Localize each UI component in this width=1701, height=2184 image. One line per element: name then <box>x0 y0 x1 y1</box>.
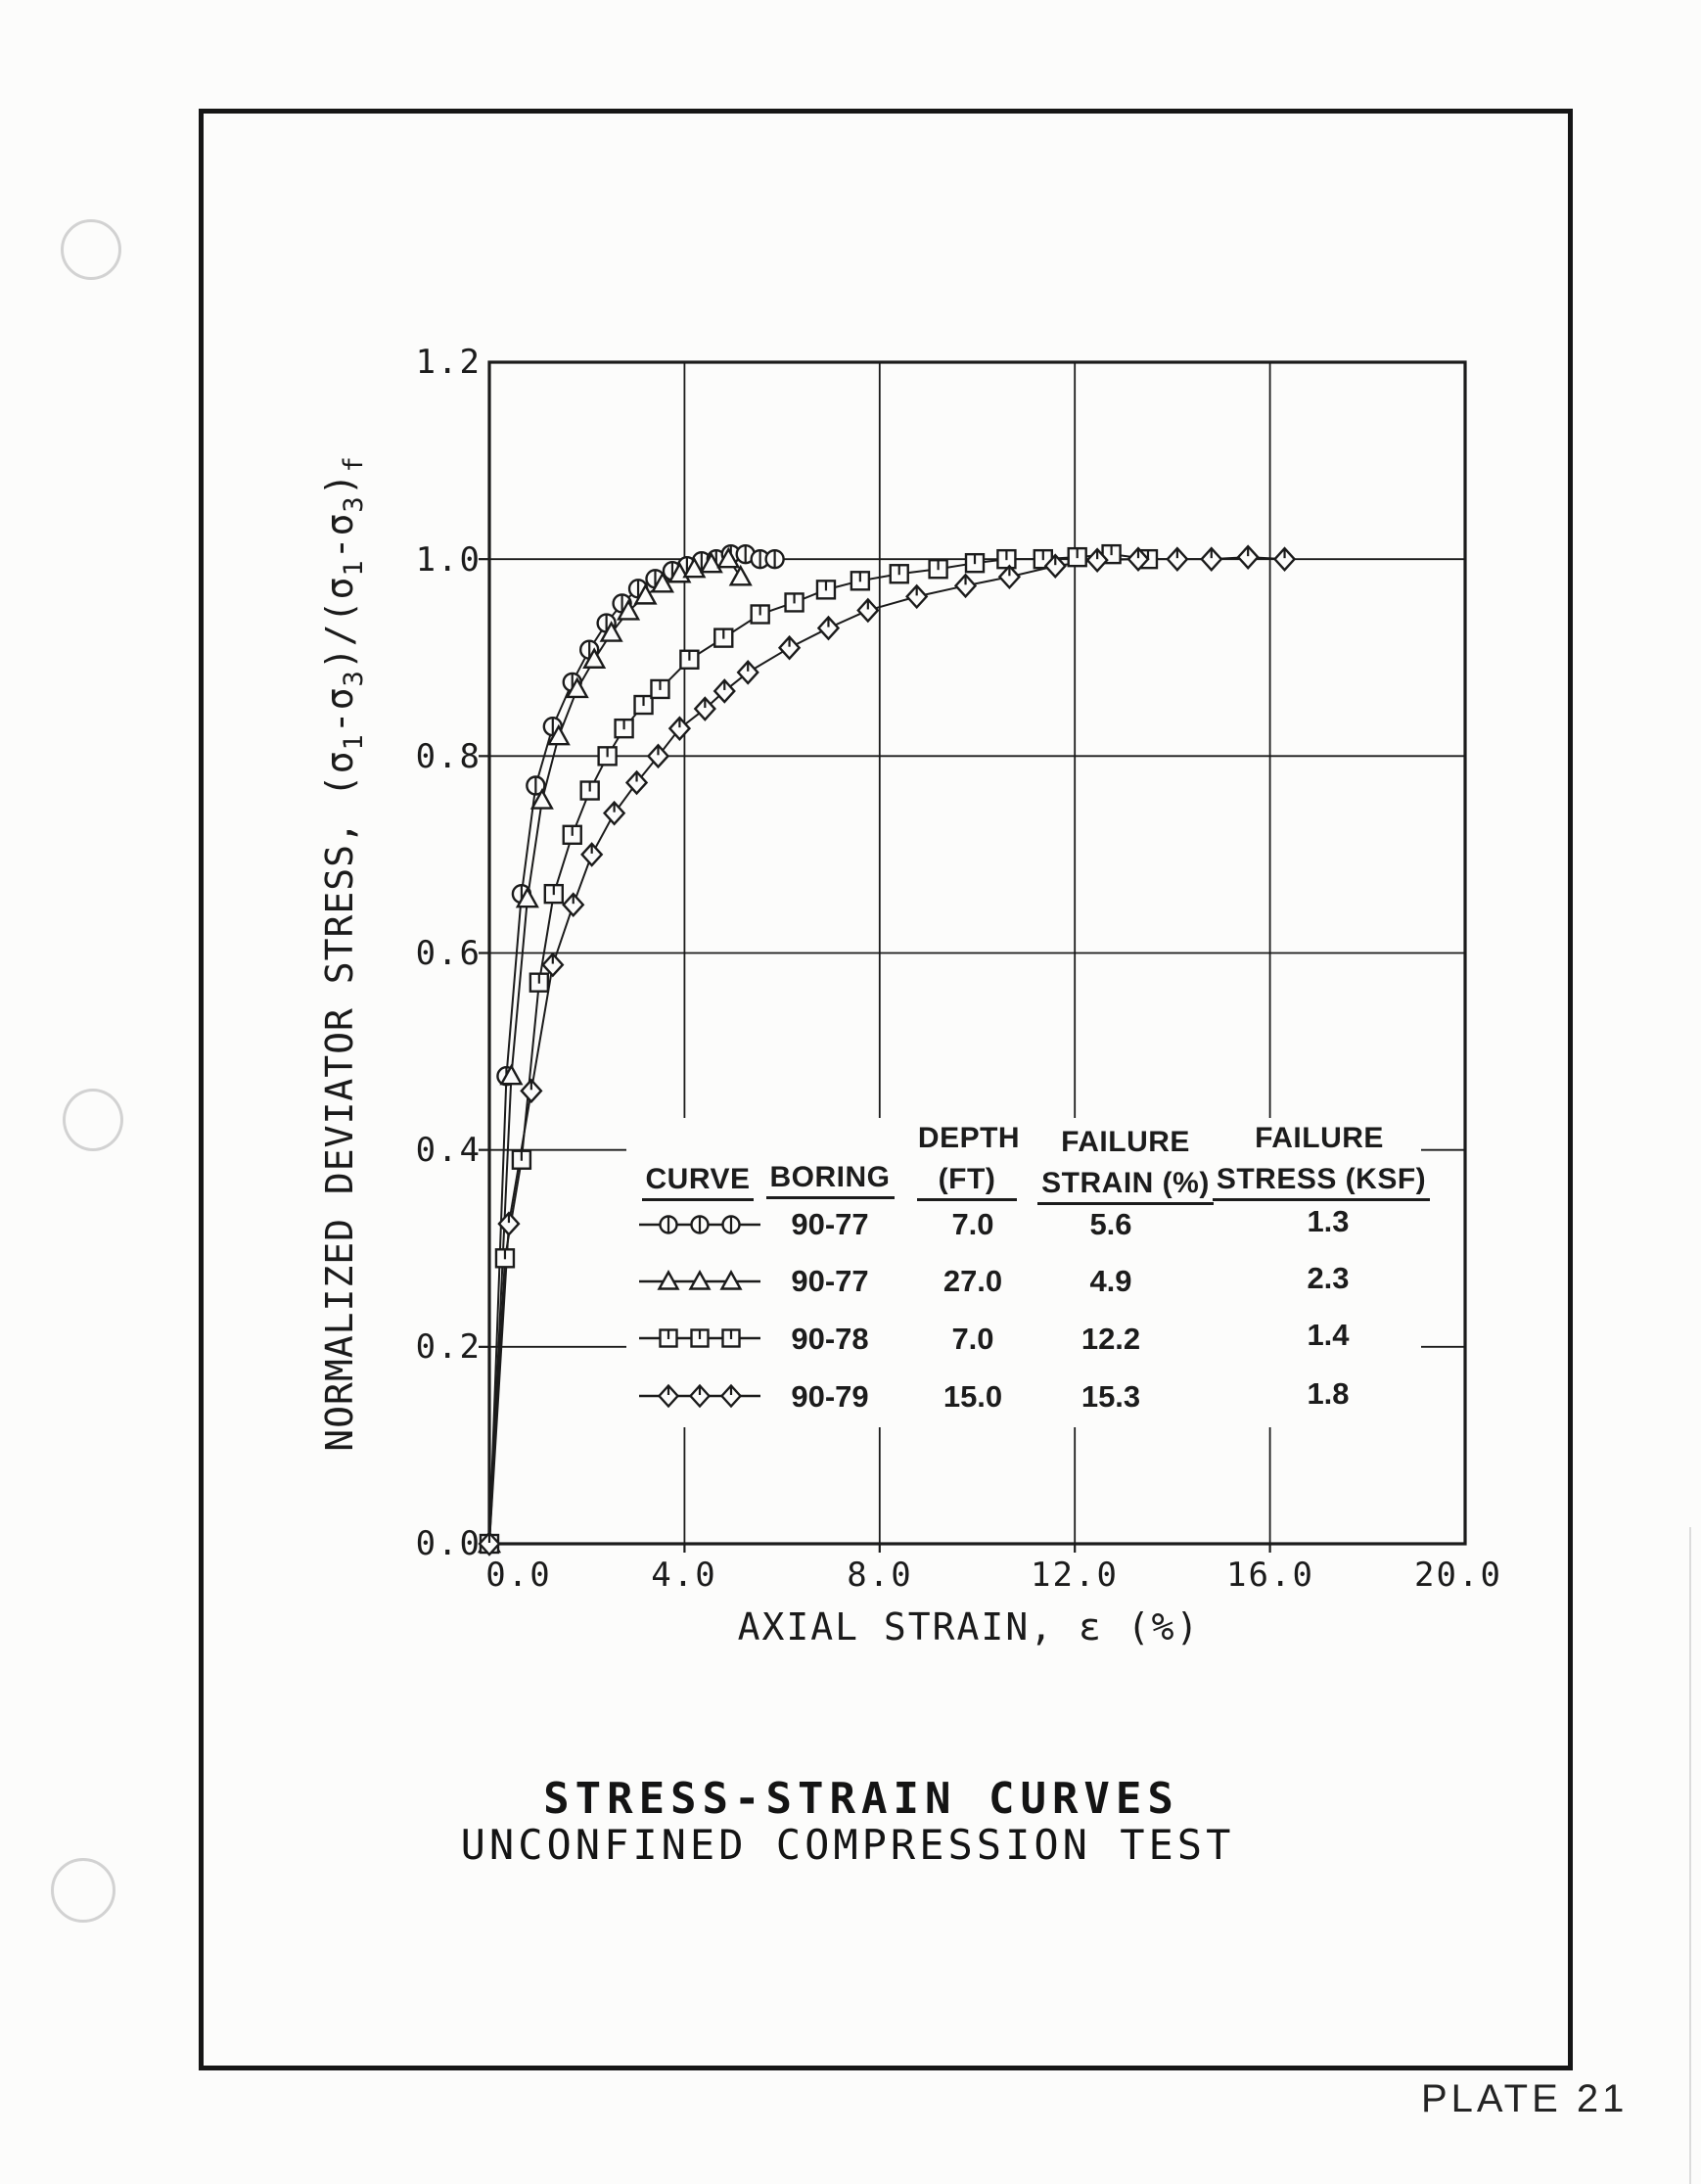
legend-row1-stress: 1.3 <box>1307 1204 1350 1238</box>
legend-header-depth-line1: DEPTH <box>917 1122 1021 1154</box>
legend-header-depth-line2: (FT) <box>850 1163 1084 1196</box>
y-tick-0.4: 0.4 <box>415 1131 482 1170</box>
legend-header-stress-line2: STRESS (KSF) <box>1204 1163 1439 1196</box>
legend-row2-stress: 2.3 <box>1307 1261 1350 1295</box>
legend-symbol-diamond <box>636 1381 763 1411</box>
x-tick-16.0: 16.0 <box>1226 1556 1314 1595</box>
legend-header-strain-line2: STRAIN (%) <box>1008 1167 1243 1200</box>
legend-row4-boring: 90-79 <box>791 1379 869 1414</box>
x-tick-20.0: 20.0 <box>1414 1556 1502 1595</box>
x-tick-0.0: 0.0 <box>485 1556 552 1595</box>
legend-row1-boring: 90-77 <box>791 1207 869 1241</box>
x-tick-8.0: 8.0 <box>847 1556 913 1595</box>
y-tick-0.8: 0.8 <box>415 737 482 776</box>
y-axis-title: NORMALIZED DEVIATOR STRESS, $(\sigma_1-\sigma_3)/(\sigma_1-\sigma_3)_f$ <box>318 455 369 1452</box>
legend-symbol-circle <box>636 1210 763 1239</box>
plate-title-line2: UNCONFINED COMPRESSION TEST <box>460 1821 1235 1869</box>
legend-row4-stress: 1.8 <box>1307 1376 1350 1411</box>
x-tick-12.0: 12.0 <box>1031 1556 1119 1595</box>
y-tick-0.0: 0.0 <box>415 1524 482 1563</box>
legend-row3-boring: 90-78 <box>791 1322 869 1356</box>
legend-row3-stress: 1.4 <box>1307 1318 1350 1352</box>
y-tick-1.0: 1.0 <box>415 540 482 580</box>
legend-symbol-triangle <box>636 1267 763 1296</box>
legend-row2-boring: 90-77 <box>791 1264 869 1298</box>
legend-row4-depth: 15.0 <box>942 1379 1003 1414</box>
legend-row2-strain: 4.9 <box>1089 1264 1132 1298</box>
legend-header-strain-line1: FAILURE <box>1061 1126 1190 1158</box>
plate-title-line1: STRESS-STRAIN CURVES <box>543 1774 1179 1824</box>
legend-header-stress-line1: FAILURE <box>1255 1122 1384 1154</box>
legend-row3-depth: 7.0 <box>951 1322 994 1356</box>
legend-row2-depth: 27.0 <box>942 1264 1003 1298</box>
y-tick-0.2: 0.2 <box>415 1327 482 1367</box>
legend-symbol-square <box>636 1324 763 1353</box>
legend-header-curve: CURVE <box>580 1163 815 1196</box>
y-tick-1.2: 1.2 <box>415 343 482 382</box>
x-tick-4.0: 4.0 <box>651 1556 717 1595</box>
legend-row1-strain: 5.6 <box>1089 1207 1132 1241</box>
plate-number-label: PLATE 21 <box>1421 2077 1629 2120</box>
legend-header-boring: BORING <box>713 1161 947 1194</box>
x-axis-title: AXIAL STRAIN, ε (%) <box>737 1605 1201 1649</box>
legend-row1-depth: 7.0 <box>951 1207 994 1241</box>
y-tick-0.6: 0.6 <box>415 934 482 973</box>
legend-row3-strain: 12.2 <box>1080 1322 1141 1356</box>
legend-row4-strain: 15.3 <box>1080 1379 1141 1414</box>
